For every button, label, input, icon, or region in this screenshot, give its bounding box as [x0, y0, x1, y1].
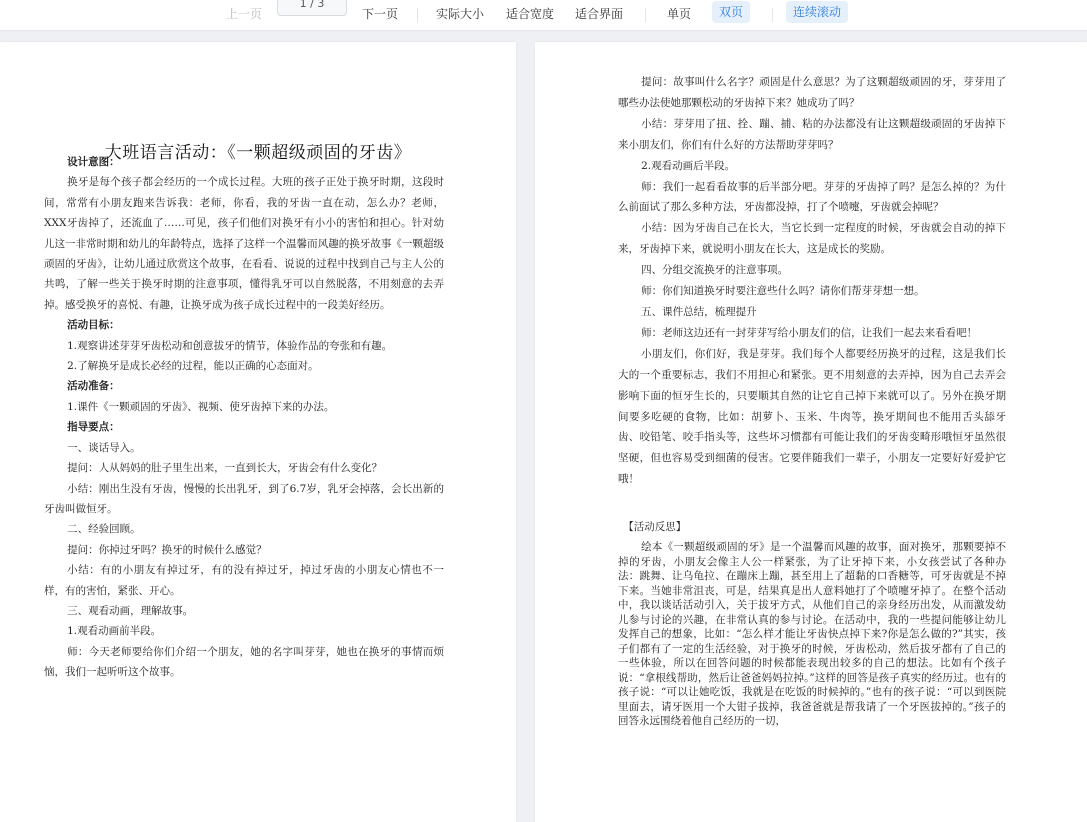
paragraph: 提问：人从妈妈的肚子里生出来，一直到长大，牙齿会有什么变化？ [67, 462, 383, 475]
paragraph: 师：你们知道换牙时要注意些什么吗？请你们帮芽芽想一想。 [641, 285, 925, 298]
paragraph: 师：今天老师要给你们介绍一个朋友，她的名字叫芽芽，她也在换牙的事情而烦恼，我们一起听听这个故事。 [44, 645, 444, 679]
section-heading: 活动目标： [67, 319, 120, 332]
paragraph: 一、谈话导入。 [67, 441, 141, 454]
paragraph: 1.课件《一颗顽固的牙齿》、视频、使牙齿掉下来的办法。 [67, 400, 335, 413]
next-page-button[interactable]: 下一页 [362, 7, 399, 21]
viewer-toolbar [0, 0, 1087, 31]
document-title: 大班语言活动：《一颗超级顽固的牙齿》 [104, 143, 412, 163]
paragraph: 小朋友们，你们好，我是芽芽。我们每个人都要经历换牙的过程，这是我们长大的一个重要标志，我们不用担心和紧张。更不用刻意的去弄掉，因为自己去弄会影响下面的恒牙生长的，只要顺其自然的让它自己掉下来就可以了。另外在换牙期间要多吃硬的食物，比如：胡萝卜、玉米、牛肉等，换牙期间也不能用舌头舔牙齿、咬铅笔、咬手指头等，这些坏习惯都有可能让我们的牙齿变畸形哦恒牙虽然很坚硬，但也容易受到细菌的侵害。它要伴随我们一辈子，小朋友一定要好好爱护它哦！ [618, 347, 1006, 486]
paragraph: 师：我们一起看看故事的后半部分吧。芽芽的牙齿掉了吗？是怎么掉的？为什么前面试了那么多种方法，牙齿都没掉，打了个喷嚏，牙齿就会掉呢？ [618, 180, 1006, 214]
paragraph: 提问：故事叫什么名字？顽固是什么意思？为了这颗超级顽固的牙，芽芽用了哪些办法使她那颗松动的牙齿掉下来？她成功了吗？ [618, 76, 1006, 109]
paragraph: 小结：有的小朋友有掉过牙，有的没有掉过牙，掉过牙齿的小朋友心情也不一样，有的害怕，紧张、开心。 [44, 564, 444, 597]
prev-page-button[interactable]: 上一页 [226, 7, 263, 21]
left-page-content [44, 152, 444, 683]
double-page-button[interactable]: 双页 [712, 1, 750, 23]
paragraph: 五、课件总结，梳理提升 [641, 305, 757, 318]
paragraph: 小结：刚出生没有牙齿，慢慢的长出乳牙，到了6.7岁，乳牙会掉落，会长出新的牙齿叫做恒牙。 [44, 482, 444, 515]
reflection-paragraph: 绘本《一颗超级顽固的牙》是一个温馨而风趣的故事，面对换牙，那颗要掉不掉的牙齿，小朋友会像主人公一样紧张，为了让牙掉下来，小女孩尝试了各种办法：跳舞、让乌龟拉、在蹦床上蹦，甚至用上了超黏的口香糖等，可牙齿就是不掉下来。当她非常沮丧，可是，结果真是出人意料她打了个喷嚏牙掉了。在整个活动中，我以谈话活动引入，关于拔牙方式，从他们自己的亲身经历出发，从而激发幼儿参与讨论的兴趣，在非常认真的参与讨论。在活动中，我的一些提问能够让幼儿发挥自己的想象，比如：“怎么样才能让牙齿快点掉下来?你是怎么做的?”其实，孩子们都有了一定的生活经验，对于换牙的时候，牙齿松动，然后拔牙都有了自己的一些体验，所以在回答问题的时候都能表现出较多的自己的想法。比如有个孩子说：“拿根线帮助，然后让爸爸妈妈拉掉。”这样的回答是孩子真实的经历过。也有的孩子说：“可以让她吃饭，我就是在吃饭的时候掉的。”也有的孩子说：“可以到医院里面去，请牙医用一个大钳子拔掉，我爸爸就是帮我请了一个牙医拔掉的。”孩子的回答永远围绕着他自己经历的一切， [618, 541, 1006, 727]
paragraph: 师：老师这边还有一封芽芽写给小朋友们的信，让我们一起去来看看吧！ [641, 326, 978, 339]
toolbar-divider [645, 8, 646, 22]
paragraph: 三、观看动画，理解故事。 [67, 604, 194, 617]
paragraph: 小结：因为牙齿自己在长大，当它长到一定程度的时候，牙齿就会自动的掉下来，牙齿掉下来，就说明小朋友在长大，这是成长的奖励。 [618, 222, 1006, 256]
section-heading: 指导要点： [67, 421, 120, 434]
toolbar-divider [772, 8, 773, 22]
paragraph: 小结：芽芽用了扭、拴、蹦、捕、粘的办法都没有让这颗超级顽固的牙齿掉下来小朋友们，你们有什么好的方法帮助芽芽吗？ [618, 117, 1006, 151]
paragraph: 2.了解换牙是成长必经的过程，能以正确的心态面对。 [67, 360, 319, 373]
fit-page-button[interactable]: 适合界面 [575, 7, 624, 21]
page-number-indicator[interactable]: 1 / 3 [277, 0, 347, 16]
paragraph: 2.观看动画后半段。 [641, 159, 736, 172]
section-heading: 活动准备： [67, 380, 120, 393]
paragraph: 换牙是每个孩子都会经历的一个成长过程。大班的孩子正处于换牙时期，这段时间，常常有小朋友跑来告诉我：老师，你看，我的牙齿一直在动，怎么办？老师，XXX牙齿掉了，还流血了……可见，孩子们他们对换牙有小小的害怕和担心。针对幼儿这一非常时期和幼儿的年龄特点，选择了这样一个温馨而风趣的换牙故事《一颗超级顽固的牙齿》，让幼儿通过欣赏这个故事，在看看、说说的过程中找到自己与主人公的共鸣，了解一些关于换牙时期的注意事项，懂得乳牙可以自然脱落，不用刻意的去弄掉。感受换牙的喜悦、有趣，让换牙成为孩子成长过程中的一段美好经历。 [44, 176, 444, 311]
toolbar-divider [417, 8, 418, 22]
right-page-content [618, 72, 1006, 490]
paragraph: 二、经验回顾。 [67, 523, 141, 536]
paragraph: 提问：你掉过牙吗？换牙的时候什么感觉？ [67, 543, 267, 556]
reflection-heading: 【活动反思】 [623, 521, 687, 533]
single-page-button[interactable]: 单页 [667, 7, 692, 21]
reflection-section [618, 516, 1006, 729]
continuous-scroll-button[interactable]: 连续滚动 [786, 1, 848, 23]
paragraph: 1.观看动画前半段。 [67, 625, 162, 638]
section-heading: 设计意图： [67, 156, 120, 168]
fit-width-button[interactable]: 适合宽度 [506, 7, 555, 21]
paragraph: 四、分组交流换牙的注意事项。 [641, 264, 789, 277]
actual-size-button[interactable]: 实际大小 [436, 7, 485, 21]
paragraph: 1.观察讲述芽芽牙齿松动和创意拔牙的情节，体验作品的夸张和有趣。 [67, 339, 393, 352]
